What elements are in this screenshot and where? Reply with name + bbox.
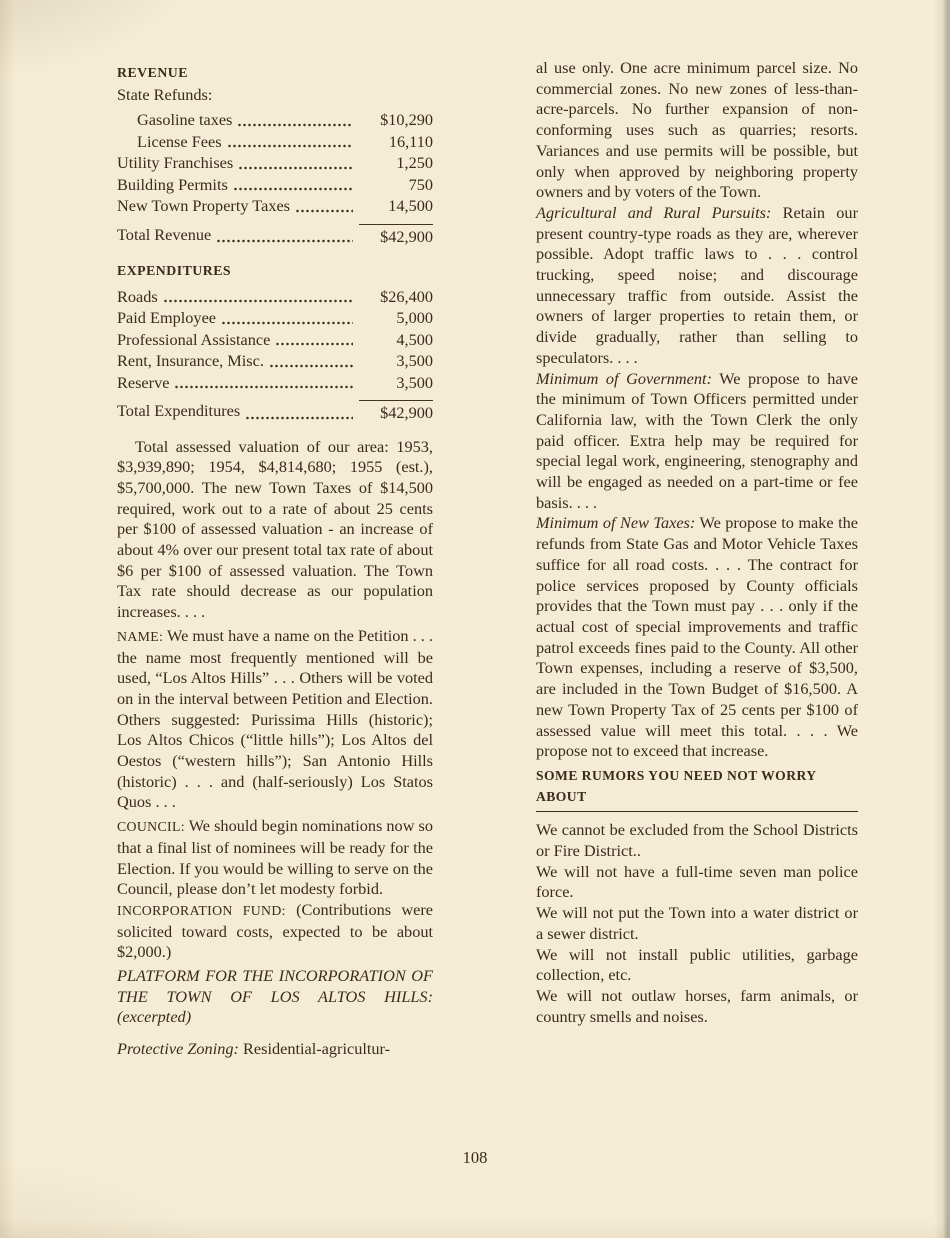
row-label: Paid Employee [117,308,217,327]
revenue-table [117,62,433,247]
dot-leader [233,174,353,196]
row-amount: 4,500 [396,329,433,349]
row-label: Total Expenditures [117,401,241,420]
rumors-heading: SOME RUMORS YOU NEED NOT WORRY ABOUT [536,767,817,804]
run-in-heading: INCORPORATION FUND: [117,902,286,918]
row-label: Building Permits [117,174,228,194]
rumor-item: We will not install public utilities, garbage collection, etc. [536,944,858,985]
dot-leader [275,329,353,351]
paragraph-agricultural [536,203,858,369]
rumor-item: We cannot be excluded from the School Districts or Fire District.. [536,820,858,861]
run-in-heading: Agricultural and Rural Pursuits: [536,202,772,222]
row-amount: 3,500 [396,372,433,392]
row-label: Total Revenue [117,224,212,244]
row-label: Roads [117,286,158,306]
dot-leader [295,195,353,217]
row-label: Rent, Insurance, Misc. [117,351,264,370]
row-amount: 16,110 [388,131,433,151]
dot-leader [269,350,353,372]
paragraph-text: We must have a name on the Petition . . . the name most frequently mentioned will be used, “Los Altos Hills” . . . Others will be voted on in the interval between Petition and Election. Others suggested: Purissima Hills (historic); Los Altos Chicos (“little hills”); Los Altos del Oestos (“western hills”); San Antonio Hills (historic) . . . and (half-seriously) Los Statos Quos . . . [117,625,433,812]
paragraph-name [117,626,433,813]
table-row [117,286,433,308]
row-amount: 3,500 [396,351,433,370]
dot-leader [163,286,353,308]
row-amount: $10,290 [380,110,433,129]
run-in-heading: Protective Zoning: [117,1039,239,1059]
row-amount: 1,250 [396,153,433,172]
run-in-heading: NAME: [117,628,164,644]
table-row [117,152,433,174]
paragraph-text: We should begin nominations now so that a final list of nominees will be ready for the Election. If you would be willing to serve on the Council, please don’t let modesty forbid. [117,816,433,899]
row-label: Professional Assistance [117,329,271,349]
run-in-heading: Minimum of New Taxes: [536,513,696,533]
paragraph-minimum-new-taxes [536,513,858,761]
expenditures-heading: EXPENDITURES [117,263,232,278]
right-column [536,58,858,1027]
expenditures-table [117,260,433,424]
dot-leader [237,109,353,131]
row-amount: 5,000 [396,308,433,327]
paragraph-text: Residential-agricultur- [243,1039,391,1059]
row-amount: 14,500 [388,196,433,215]
dot-leader [216,224,353,248]
table-row [117,329,433,351]
paragraph-valuation: Total assessed valuation of our area: 1953, $3,939,890; 1954, $4,814,680; 1955 (est.), $5,700,000. The new Town Taxes of $14,500 required, work out to a rate of about 25 cents per $100 of assessed valuation - an increase of about 4% over our present total tax rate of about $6 per $100 of assessed valuation. The Town Tax rate should decrease as our population increases. . . . [117,436,433,622]
left-column [117,62,433,1060]
rumor-item: We will not have a full-time seven man police force. [536,861,858,902]
revenue-heading: REVENUE [117,65,188,80]
row-amount: $42,900 [359,400,433,424]
row-label: Gasoline taxes [137,110,233,129]
dot-leader [227,131,353,153]
table-row [117,109,433,131]
paragraph-protective-zoning [117,1039,433,1060]
table-row [117,372,433,394]
paragraph-zoning-continued: al use only. One acre minimum parcel size. No commercial zones. No new zones of less-than-acre-parcels. No further expansion of non-conforming uses such as quarries; resorts. Variances and use permits will be possible, but only when approved by neighboring property owners and by voters of the Town. [536,58,858,202]
row-amount: $42,900 [359,224,433,248]
dot-leader [238,152,353,174]
page-number: 108 [462,1148,488,1167]
rumor-item: We will not put the Town into a water district or a sewer district. [536,903,858,943]
dot-leader [245,400,353,424]
paragraph-text: Retain our present country-type roads as they are, wherever possible. Adopt traffic laws to . . . control trucking, speed noise; and discourage unnecessary traffic from outside. Assist the owners of larger properties to retain them, or divide gradually, rather than selling to speculators. . . . [536,202,858,367]
table-row [117,131,433,153]
row-amount: 750 [408,174,433,194]
revenue-group-label: State Refunds: [117,84,213,104]
paragraph-text: We propose to make the refunds from State Gas and Motor Vehicle Taxes suffice for all road costs. . . . The contract for police services proposed by County officials provides that the Town must pay . . . only if the actual cost of special improvements and traffic patrol exceeds fines paid to the County. All other Town expenses, including a reserve of $3,500, are included in the Town Budget of $16,500. A new Town Property Tax of 25 cents per $100 of assessed value will meet this total. . . . We propose not to exceed that increase. [536,513,858,761]
row-label: New Town Property Taxes [117,196,291,215]
row-amount: $26,400 [380,286,433,306]
dot-leader [221,307,353,329]
paragraph-council [117,816,433,900]
table-total-row [117,400,433,424]
dot-leader [174,372,353,394]
table-row [117,174,433,196]
paragraph-incorporation-fund [117,900,433,963]
row-label: Utility Franchises [117,153,234,172]
table-row [117,307,433,329]
row-label: Reserve [117,372,170,392]
row-label: License Fees [137,131,222,151]
table-row [117,350,433,372]
paragraph-minimum-government [536,369,858,514]
rumors-rule [536,811,858,812]
run-in-heading: COUNCIL: [117,819,185,835]
paragraph-platform: PLATFORM FOR THE INCORPORATION OF THE TOWN OF LOS ALTOS HILLS: (excerpted) [117,966,433,1027]
table-row [117,195,433,217]
rumor-item: We will not outlaw horses, farm animals, or country smells and noises. [536,985,858,1026]
run-in-heading: Minimum of Government: [536,368,712,388]
table-total-row [117,224,433,248]
paragraph-text: We propose to have the minimum of Town Officers permitted under California law, with the Town Clerk the only paid officer. Extra help may be required for special legal work, engineering, stenography and will be engaged as needed on a part-time or fee basis. . . . [536,368,858,512]
paragraph-text: (Contributions were solicited toward costs, expected to be about $2,000.) [117,899,433,962]
